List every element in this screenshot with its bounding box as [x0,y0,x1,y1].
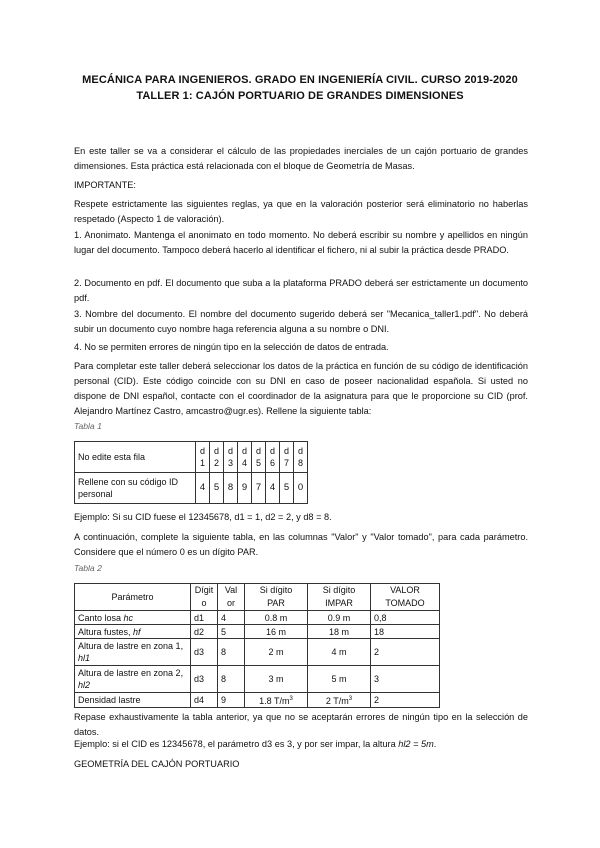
rule-2-paragraph: 2. Documento en pdf. El documento que suba a la plataforma PRADO deberá ser estrictamente un documento pdf. [74,278,528,303]
importante-heading: IMPORTANTE: [74,180,136,190]
tabla1-value-d3[interactable]: 8 [224,473,238,504]
tabla2-header-valor [218,584,245,611]
par-cell [245,693,308,708]
param-symbol: hc [123,612,134,623]
tabla2-header-par [245,584,308,611]
tabla1-value-d6[interactable]: 4 [266,473,280,504]
param-cell [75,611,191,625]
rule-1-paragraph: 1. Anonimato. Mantenga el anonimato en todo momento. No deberá escribir su nombre y apellidos en ningún lugar del documento. Tampoco deberá hacerlo al identificar el fichero, ni al subir la práctica desde PRADO. [74,230,528,255]
tabla1-value-d2[interactable]: 5 [210,473,224,504]
header-line: Si dígito [322,585,356,595]
tabla1-header-index: 3 [227,458,233,468]
tabla2-header-row [75,584,440,611]
tabla2-caption: Tabla 2 [74,563,102,573]
par-cell: 2 m [245,639,308,666]
tabla1-header-text: d [213,446,219,456]
table-row [75,639,440,666]
rule-3-paragraph: 3. Nombre del documento. El nombre del documento sugerido deberá ser "Mecanica_taller1.pdf". No deberá subir un documento cuyo nombre haga referencia alguna a su nombre o DNI. [74,309,528,334]
continuation-paragraph: A continuación, complete la siguiente tabla, en las columnas "Valor" y "Valor tomado", para cada parámetro. Considere que el número 0 es un dígito PAR. [74,532,528,557]
tabla1-header-index: 2 [213,458,219,468]
tabla1-header-index: 7 [283,458,289,468]
tomado-cell[interactable]: 0,8 [371,611,440,625]
impar-cell: 4 m [308,639,371,666]
tabla2 [74,583,440,708]
param-cell [75,639,191,666]
tabla1-header-text: d [241,446,247,456]
unit-exponent: 3 [348,696,353,702]
table-row [75,693,440,708]
tabla1-header-index: 1 [199,458,205,468]
example-2-formula: hl2 = 5m [398,739,434,749]
param-name: Densidad lastre [78,695,141,705]
tabla1-header-text: d [227,446,233,456]
valor-cell[interactable]: 9 [218,693,245,708]
digit-cell: d2 [191,625,218,639]
tabla1-header-text: d [255,446,261,456]
tabla1-header-row [75,442,308,473]
tabla1-header-d6 [266,442,280,473]
param-symbol: hl1 [78,653,91,663]
par-value: 1.8 T/m [259,696,290,706]
valor-cell[interactable]: 8 [218,666,245,693]
header-line: o [201,598,207,608]
rules-intro-paragraph: Respete estrictamente las siguientes reglas, ya que en la valoración posterior será eliminatorio no haberlas respetado (Aspecto 1 de valoración). [74,199,528,224]
tabla1-header-index: 6 [269,458,275,468]
tomado-cell[interactable]: 2 [371,639,440,666]
par-cell: 0.8 m [245,611,308,625]
par-cell: 16 m [245,625,308,639]
param-cell [75,666,191,693]
table-row [75,625,440,639]
tabla1-value-d4[interactable]: 9 [238,473,252,504]
tabla1-header-text: d [297,446,303,456]
tabla1-header-index: 4 [241,458,247,468]
digit-cell: d1 [191,611,218,625]
param-name: Altura de lastre en zona 2, [78,668,184,678]
tabla1-header-d7 [280,442,294,473]
param-name: Canto losa [78,612,124,623]
tabla1-header-d4 [238,442,252,473]
tabla1-header-d5 [252,442,266,473]
geometria-heading: GEOMETRÍA DEL CAJÓN PORTUARIO [74,759,240,769]
param-symbol: hf [133,626,141,637]
header-line: Si dígito [259,585,293,595]
param-cell [75,625,191,639]
example-2-paragraph [74,737,528,752]
digit-cell: d3 [191,639,218,666]
impar-value: 2 T/m [325,696,349,706]
tabla1-value-d5[interactable]: 7 [252,473,266,504]
table-row [75,666,440,693]
tabla1-caption: Tabla 1 [74,421,102,431]
tabla1-row2-label: Rellene con su código ID personal [75,473,196,504]
tabla1-header-index: 8 [297,458,303,468]
digit-cell: d4 [191,693,218,708]
tabla1-value-row [75,473,308,504]
repase-paragraph: Repase exhaustivamente la tabla anterior, ya que no se aceptarán errores de ningún tipo en la selección de datos. [74,712,528,737]
tabla2-header-impar [308,584,371,611]
tabla2-header-parametro: Parámetro [75,584,191,611]
impar-cell [308,693,371,708]
tabla2-header-tomado [371,584,440,611]
impar-cell: 0.9 m [308,611,371,625]
valor-cell[interactable]: 5 [218,625,245,639]
digit-cell: d3 [191,666,218,693]
tabla1-header-index: 5 [255,458,261,468]
unit-exponent: 3 [289,696,293,702]
valor-cell[interactable]: 8 [218,639,245,666]
param-name: Altura de lastre en zona 1, [78,641,184,651]
header-line: PAR [267,598,285,608]
impar-cell: 18 m [308,625,371,639]
tabla1-header-text: d [269,446,275,456]
header-line: Val [224,585,238,595]
tabla1-row1-label: No edite esta fila [75,442,196,473]
example-1-paragraph: Ejemplo: Si su CID fuese el 12345678, d1 = 1, d2 = 2, y d8 = 8. [74,512,332,522]
tabla1-header-text: d [199,446,205,456]
tabla1-header-d8 [294,442,308,473]
document-title: MECÁNICA PARA INGENIEROS. GRADO EN INGENIERÍA CIVIL. CURSO 2019-2020 [82,74,518,86]
header-line: or [226,598,235,608]
par-cell: 3 m [245,666,308,693]
param-name: Altura fustes, [78,626,134,637]
intro-paragraph: En este taller se va a considerar el cálculo de las propiedades inerciales de un cajón portuario de grandes dimensiones. Esta práctica está relacionada con el bloque de Geometría de Masas. [74,146,528,171]
tomado-cell[interactable]: 2 [371,693,440,708]
tabla1 [74,441,308,504]
tabla1-value-d7[interactable]: 5 [280,473,294,504]
example-2-text: Ejemplo: si el CID es 12345678, el parámetro d3 es 3, y por ser impar, la altura [74,739,399,749]
header-line: Dígit [194,585,214,595]
tabla1-value-d1[interactable]: 4 [196,473,210,504]
header-line: TOMADO [385,598,425,608]
complete-paragraph: Para completar este taller deberá seleccionar los datos de la práctica en función de su código de identificación personal (CID). Este código coincide con su DNI en caso de poseer nacionalidad española. Si usted no dispone de DNI español, contacte con el coordinador de la asignatura para que le proporcione su CID (prof. Alejandro Martínez Castro, amcastro@ugr.es). Rellene la siguiente tabla: [74,361,528,416]
param-symbol: hl2 [78,680,91,690]
tabla1-header-d1 [196,442,210,473]
tabla1-header-text: d [283,446,289,456]
header-line: VALOR [390,585,420,595]
example-2-end: . [433,739,437,749]
impar-cell: 5 m [308,666,371,693]
table-row [75,611,440,625]
tabla1-header-d3 [224,442,238,473]
valor-cell[interactable]: 4 [218,611,245,625]
tomado-cell[interactable]: 18 [371,625,440,639]
tabla1-value-d8[interactable]: 0 [294,473,308,504]
param-cell [75,693,191,708]
tabla1-header-d2 [210,442,224,473]
tabla2-header-digito [191,584,218,611]
document-subtitle: TALLER 1: CAJÓN PORTUARIO DE GRANDES DIMENSIONES [136,90,464,102]
tomado-cell[interactable]: 3 [371,666,440,693]
rule-4-paragraph: 4. No se permiten errores de ningún tipo en la selección de datos de entrada. [74,342,389,352]
header-line: IMPAR [325,598,353,608]
